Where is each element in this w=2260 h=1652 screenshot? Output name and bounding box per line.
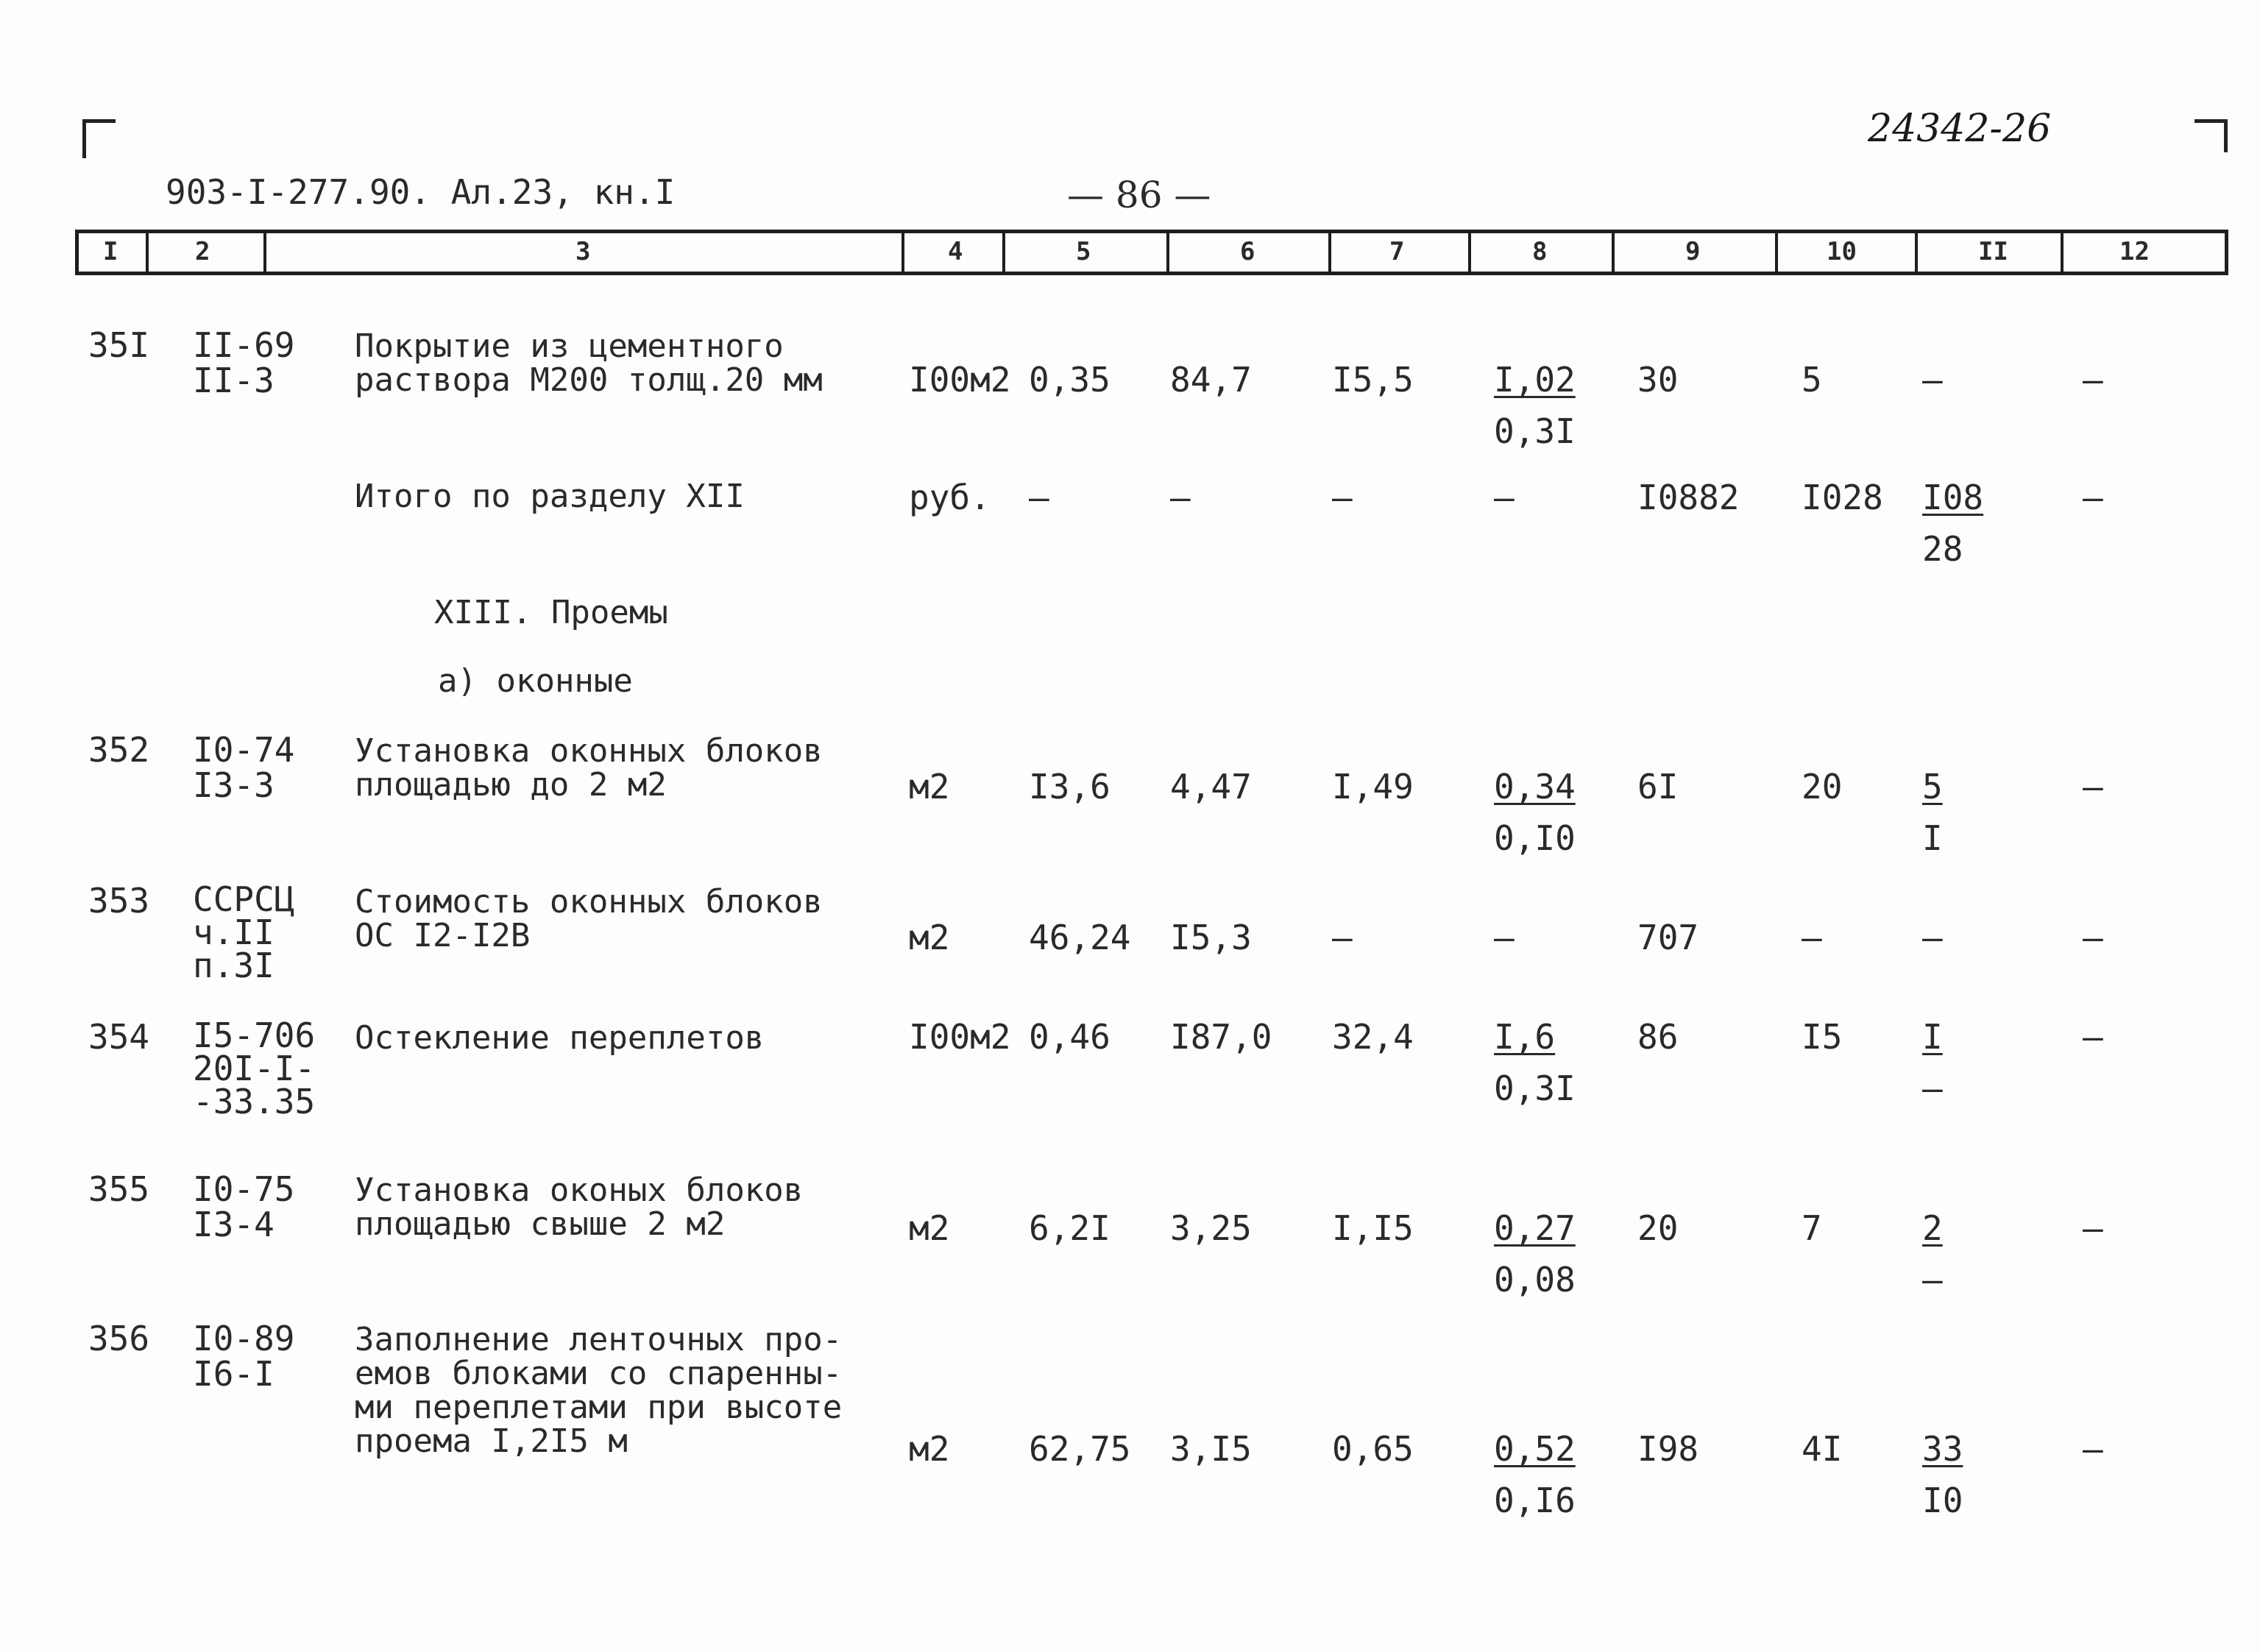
section-subtitle: а) оконные xyxy=(438,662,633,700)
quantity: I3,6 xyxy=(1029,767,1110,806)
column-divider xyxy=(2061,230,2064,275)
norm-code-line: I5-706 xyxy=(193,1015,316,1055)
cell-col11-top: 5 xyxy=(1922,767,1943,806)
corner-mark-top-right xyxy=(2195,119,2228,152)
column-number-4: 4 xyxy=(948,237,963,266)
column-number-10: 10 xyxy=(1827,237,1857,266)
cell-col8-top: I,02 xyxy=(1494,360,1576,400)
cell-col10: 7 xyxy=(1802,1208,1822,1248)
quantity: 6,2I xyxy=(1029,1208,1110,1248)
cell-col10: I5 xyxy=(1802,1017,1843,1057)
work-description-line: ми переплетами при высоте xyxy=(355,1389,843,1426)
cell-col9: I0882 xyxy=(1637,478,1740,517)
quantity: 0,35 xyxy=(1029,360,1110,400)
column-number-12: 12 xyxy=(2119,237,2150,266)
quantity: – xyxy=(1029,478,1049,517)
work-description-line: ОС I2-I2В xyxy=(355,917,531,954)
cell-col6: I5,3 xyxy=(1170,918,1252,957)
norm-code xyxy=(193,327,294,398)
work-description-line: раствора М200 толщ.20 мм xyxy=(355,361,823,399)
cell-col7: 32,4 xyxy=(1332,1017,1414,1057)
quantity: 62,75 xyxy=(1029,1429,1131,1469)
cell-col9: 86 xyxy=(1637,1017,1679,1057)
unit: I00м2 xyxy=(909,1017,1011,1057)
column-number-5: 5 xyxy=(1076,237,1091,266)
norm-code-line: ч.II xyxy=(193,912,274,952)
norm-code-line: I0-89 xyxy=(193,1319,295,1358)
cell-col8-bottom: 0,3I xyxy=(1494,1068,1576,1108)
cell-col11-top: I xyxy=(1922,1017,1943,1057)
column-number-11: II xyxy=(1978,237,2008,266)
work-description-line: Покрытие из цементного xyxy=(355,327,784,365)
cell-col6: – xyxy=(1170,478,1191,517)
cell-col7: I,I5 xyxy=(1332,1208,1414,1248)
page-number: — 86 — xyxy=(1067,174,1211,216)
cell-col8-top: 0,34 xyxy=(1494,767,1576,806)
unit: м2 xyxy=(909,767,950,806)
norm-code xyxy=(193,1321,294,1392)
cell-col11-top: 33 xyxy=(1922,1429,1963,1469)
unit: м2 xyxy=(909,1429,950,1469)
cell-col11-bottom: – xyxy=(1922,1068,1943,1108)
column-divider xyxy=(1166,230,1169,275)
norm-code-line: II-3 xyxy=(193,361,274,400)
cell-col11-top: – xyxy=(1922,360,1943,400)
cell-col8-top: I,6 xyxy=(1494,1017,1556,1057)
cell-col11-bottom: 28 xyxy=(1922,529,1963,569)
column-divider xyxy=(1915,230,1918,275)
cell-col9: 6I xyxy=(1637,767,1679,806)
cell-col12: – xyxy=(2083,1429,2103,1469)
cell-col6: 3,25 xyxy=(1170,1208,1252,1248)
cell-col10: 4I xyxy=(1802,1429,1843,1469)
work-description-line: проема I,2I5 м xyxy=(355,1422,628,1460)
norm-code-line: II-69 xyxy=(193,325,295,365)
unit: м2 xyxy=(909,918,950,957)
cell-col8-bottom: 0,I0 xyxy=(1494,818,1576,858)
cell-col8-top: 0,27 xyxy=(1494,1208,1576,1248)
cell-col9: 707 xyxy=(1637,918,1699,957)
work-description xyxy=(355,1323,842,1458)
archive-stamp-number: 24342-26 xyxy=(1868,107,2052,151)
work-description xyxy=(355,1021,764,1055)
column-number-2: 2 xyxy=(195,237,210,266)
norm-code-line: I0-74 xyxy=(193,730,295,770)
cell-col7: I,49 xyxy=(1332,767,1414,806)
row-number: 35I xyxy=(88,325,150,365)
unit: I00м2 xyxy=(909,360,1011,400)
row-number: 353 xyxy=(88,881,150,921)
cell-col12: – xyxy=(2083,767,2103,806)
cell-col8-top: – xyxy=(1494,478,1515,517)
work-description-line: площадью до 2 м2 xyxy=(355,766,667,804)
work-description-line: Остекление переплетов xyxy=(355,1019,765,1057)
cell-col7: I5,5 xyxy=(1332,360,1414,400)
cell-col11-bottom: I0 xyxy=(1922,1481,1963,1520)
column-number-1: I xyxy=(103,237,118,266)
cell-col11-top: 2 xyxy=(1922,1208,1943,1248)
cell-col12: – xyxy=(2083,1208,2103,1248)
total-label: Итого по разделу XII xyxy=(355,478,745,515)
cell-col10: 5 xyxy=(1802,360,1822,400)
norm-code xyxy=(193,1171,294,1242)
row-number: 352 xyxy=(88,730,150,770)
cell-col12: – xyxy=(2083,478,2103,517)
work-description-line: емов блоками со спаренны- xyxy=(355,1355,843,1392)
cell-col8-bottom: 0,08 xyxy=(1494,1260,1576,1300)
corner-mark-top-left xyxy=(82,119,116,158)
quantity: 0,46 xyxy=(1029,1017,1110,1057)
cell-col8-bottom: 0,I6 xyxy=(1494,1481,1576,1520)
column-divider xyxy=(1612,230,1615,275)
cell-col7: – xyxy=(1332,918,1353,957)
cell-col8-top: 0,52 xyxy=(1494,1429,1576,1469)
cell-col12: – xyxy=(2083,360,2103,400)
work-description-line: Установка оконных блоков xyxy=(355,732,823,770)
section-title: XIII. Проемы xyxy=(434,594,668,631)
norm-code-line: -33.35 xyxy=(193,1082,316,1121)
cell-col11-bottom: – xyxy=(1922,1260,1943,1300)
document-reference: 903-I-277.90. Ал.23, кн.I xyxy=(166,172,676,212)
unit: м2 xyxy=(909,1208,950,1248)
column-divider xyxy=(1775,230,1778,275)
unit: руб. xyxy=(909,478,991,517)
cell-col8-top: – xyxy=(1494,918,1515,957)
cell-col11-top: I08 xyxy=(1922,478,1984,517)
row-number: 354 xyxy=(88,1017,150,1057)
cell-col9: 30 xyxy=(1637,360,1679,400)
cell-col7: – xyxy=(1332,478,1353,517)
column-number-9: 9 xyxy=(1685,237,1701,266)
norm-code-line: ССРСЦ xyxy=(193,879,295,919)
cell-col10: – xyxy=(1802,918,1822,957)
column-divider xyxy=(263,230,266,275)
cell-col9: I98 xyxy=(1637,1429,1699,1469)
cell-col6: I87,0 xyxy=(1170,1017,1272,1057)
work-description xyxy=(355,1171,804,1243)
cell-col11-bottom: I xyxy=(1922,818,1943,858)
work-description xyxy=(355,734,823,802)
norm-code xyxy=(193,879,295,985)
column-divider xyxy=(1328,230,1331,275)
cell-col7: 0,65 xyxy=(1332,1429,1414,1469)
work-description-line: Стоимость оконных блоков xyxy=(355,883,823,921)
norm-code xyxy=(193,732,294,803)
norm-code-line: I0-75 xyxy=(193,1169,295,1209)
column-number-3: 3 xyxy=(575,237,591,266)
column-number-7: 7 xyxy=(1389,237,1405,266)
row-number: 355 xyxy=(88,1169,150,1209)
row-number: 356 xyxy=(88,1319,150,1358)
norm-code-line: I3-3 xyxy=(193,765,274,805)
column-number-6: 6 xyxy=(1240,237,1255,266)
norm-code-line: п.3I xyxy=(193,946,274,985)
cell-col10: 20 xyxy=(1802,767,1843,806)
norm-code xyxy=(193,1015,316,1121)
work-description xyxy=(355,327,823,399)
work-description-line: Заполнение ленточных про- xyxy=(355,1321,843,1358)
cell-col12: – xyxy=(2083,1017,2103,1057)
quantity: 46,24 xyxy=(1029,918,1131,957)
cell-col6: 3,I5 xyxy=(1170,1429,1252,1469)
work-description xyxy=(355,885,823,953)
cell-col9: 20 xyxy=(1637,1208,1679,1248)
column-divider xyxy=(1468,230,1471,275)
work-description-line: площадью свыше 2 м2 xyxy=(355,1205,726,1243)
column-divider xyxy=(146,230,149,275)
norm-code-line: I6-I xyxy=(193,1354,274,1394)
cell-col11-top: – xyxy=(1922,918,1943,957)
column-header-row xyxy=(75,230,2228,275)
column-divider xyxy=(1002,230,1005,275)
norm-code-line: 20I-I- xyxy=(193,1049,316,1088)
cell-col12: – xyxy=(2083,918,2103,957)
work-description-line: Установка оконых блоков xyxy=(355,1171,804,1209)
column-number-8: 8 xyxy=(1532,237,1548,266)
cell-col6: 84,7 xyxy=(1170,360,1252,400)
column-divider xyxy=(901,230,904,275)
cell-col8-bottom: 0,3I xyxy=(1494,411,1576,451)
norm-code-line: I3-4 xyxy=(193,1205,274,1244)
cell-col10: I028 xyxy=(1802,478,1883,517)
cell-col6: 4,47 xyxy=(1170,767,1252,806)
